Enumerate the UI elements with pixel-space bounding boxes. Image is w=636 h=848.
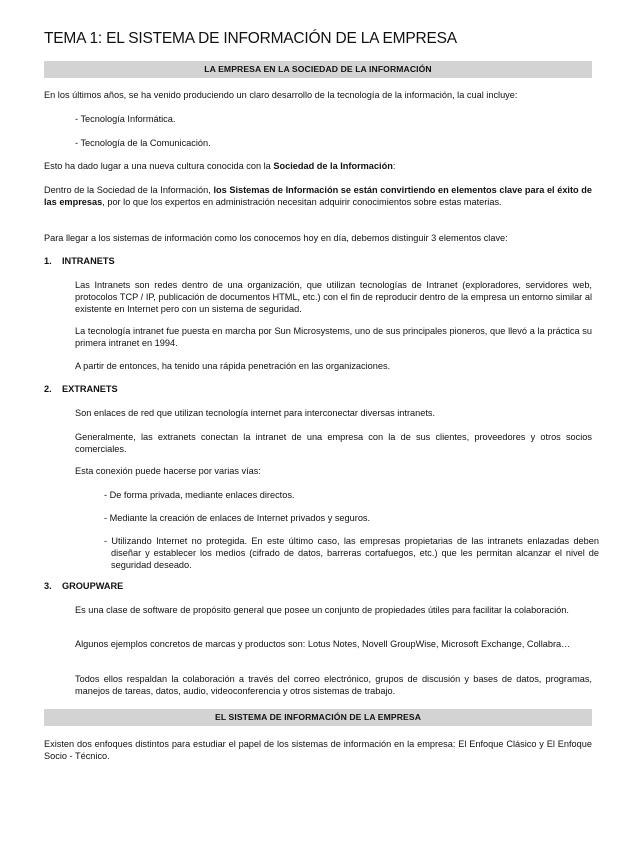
section-heading-intranets [44,255,115,267]
extranets-paragraph-1: Son enlaces de red que utilizan tecnología internet para interconectar diversas intranets. [75,408,436,418]
extranets-bullet-secure: - Mediante la creación de enlaces de Internet privados y seguros. [104,513,371,523]
extranets-paragraph-2: Generalmente, las extranets conectan la intranet de una empresa con la de sus clientes, proveedores y otros socios comerciales. [75,432,592,454]
culture-text: Esto ha dado lugar a una nueva cultura conocida con la [44,161,274,171]
groupware-paragraph-2: Algunos ejemplos concretos de marcas y productos son: Lotus Notes, Novell GroupWise, Microsoft Exchange, Collabra… [75,639,571,649]
systems-bold-text: los Sistemas de Información se están convirtiendo en elementos clave para el éxito de las empresas [44,185,592,207]
intranets-paragraph-2: La tecnología intranet fue puesta en marcha por Sun Microsystems, uno de sus principales pioneros, que llevó a la práctica su primera intranet en 1994. [75,326,592,348]
intro-bullet-comunicacion: - Tecnología de la Comunicación. [75,138,211,148]
extranets-bullet-unprotected: - Utilizando Internet no protegida. En este último caso, las empresas propietarias de las intranets enlazadas deben diseñar y establecer los medios (cifrado de datos, barreras cortafuegos, etc.) que les permitan alcanzar el nivel de seguridad deseado. [104,536,599,570]
approaches-paragraph: Existen dos enfoques distintos para estudiar el papel de los sistemas de información en la empresa: El Enfoque Clásico y El Enfoque Socio - Técnico. [44,739,592,761]
section-title: GROUPWARE [62,581,124,591]
culture-colon: : [392,161,396,171]
groupware-paragraph-3: Todos ellos respaldan la colaboración a través del correo electrónico, grupos de discusión y bases de datos, programas, manejos de tareas, datos, audio, videoconferencia y otros sistemas de trabajo. [75,674,592,696]
extranets-paragraph-3: Esta conexión puede hacerse por varias vías: [75,466,261,476]
intro-paragraph: En los últimos años, se ha venido produciendo un claro desarrollo de la tecnología de la información, la cual incluye: [44,90,518,100]
page-title: TEMA 1: EL SISTEMA DE INFORMACIÓN DE LA EMPRESA [44,30,457,47]
systems-paragraph [44,184,592,208]
intranets-paragraph-3: A partir de entonces, ha tenido una rápida penetración en las organizaciones. [75,361,391,371]
section-band-society: LA EMPRESA EN LA SOCIEDAD DE LA INFORMACIÓN [44,61,592,78]
intro-bullet-informatica: - Tecnología Informática. [75,114,176,124]
section-number: 1. [44,256,52,266]
extranets-bullet-private: - De forma privada, mediante enlaces directos. [104,490,295,500]
section-number: 2. [44,384,52,394]
section-title: INTRANETS [62,256,115,266]
section-heading-extranets [44,383,118,395]
culture-paragraph [44,160,592,172]
section-band-system: EL SISTEMA DE INFORMACIÓN DE LA EMPRESA [44,709,592,726]
systems-text-post: , por lo que los expertos en administración necesitan adquirir conocimientos sobre estas materias. [102,197,502,207]
culture-bold-text: Sociedad de la Información [273,161,393,171]
section-number: 3. [44,581,52,591]
groupware-paragraph-1: Es una clase de software de propósito general que posee un conjunto de propiedades útiles para facilitar la colaboración. [75,605,569,615]
elements-paragraph: Para llegar a los sistemas de información como los conocemos hoy en día, debemos distinguir 3 elementos clave: [44,233,508,243]
section-heading-groupware [44,580,123,592]
systems-text-pre: Dentro de la Sociedad de la Información, [44,185,214,195]
intranets-paragraph-1: Las Intranets son redes dentro de una organización, que utilizan tecnologías de Intranet (exploradores, servidores web, protocolos TCP / IP, publicación de documentos HTML, etc.) con el fin de reproducir dentro de la empresa un entorno similar al existente en Internet pero con un sistema de seguridad. [75,280,592,314]
section-title: EXTRANETS [62,384,118,394]
